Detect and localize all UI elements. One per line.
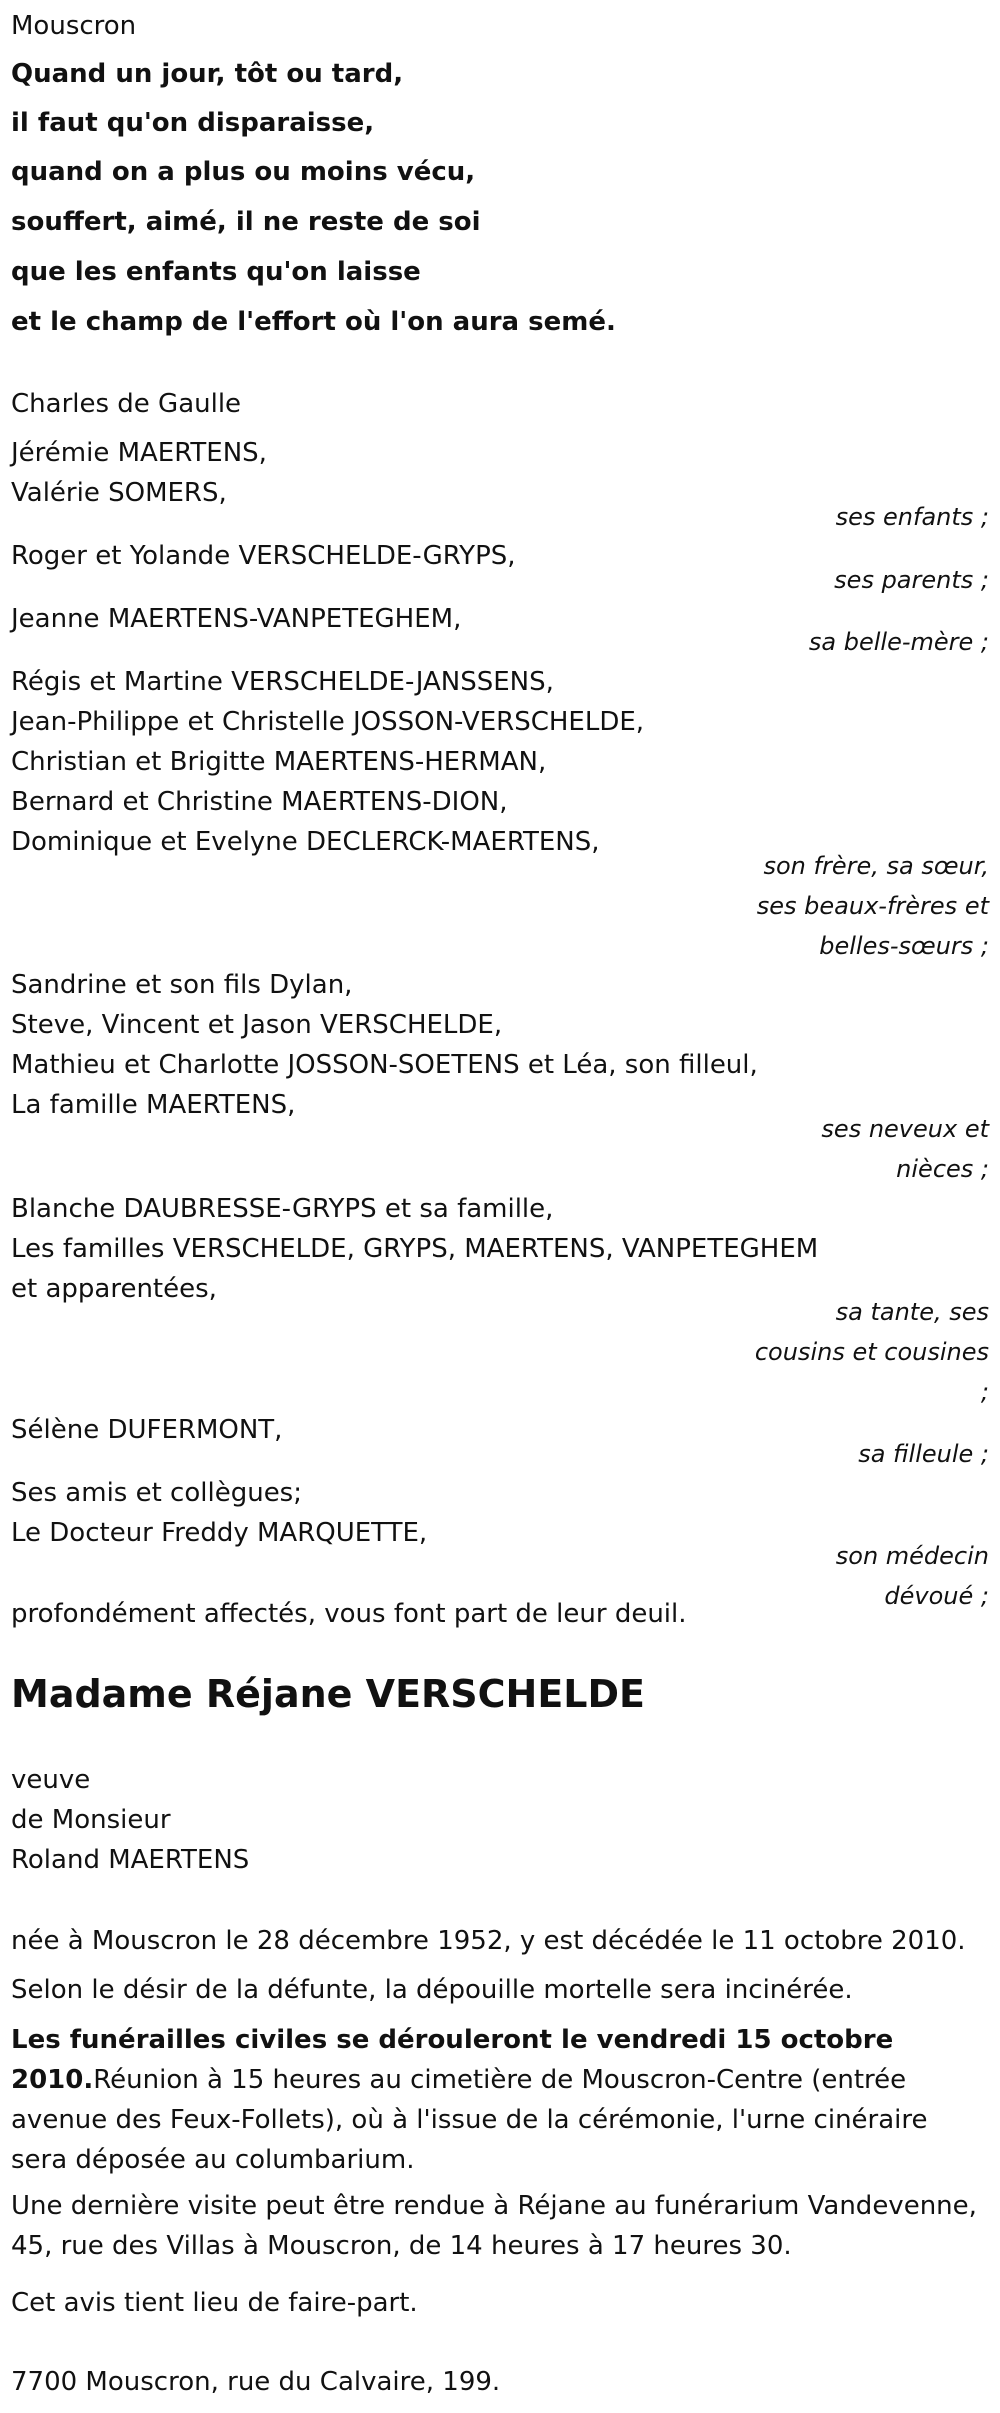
deceased-name: Madame Réjane VERSCHELDE	[11, 1672, 646, 1716]
family-member: et apparentées,	[11, 1274, 217, 1304]
poem-line: que les enfants qu'on laisse	[11, 257, 421, 287]
family-member: Sélène DUFERMONT,	[11, 1415, 283, 1445]
funeral-paragraph	[11, 2020, 991, 2180]
family-member: Steve, Vincent et Jason VERSCHELDE,	[11, 1010, 503, 1040]
family-member: Bernard et Christine MAERTENS-DION,	[11, 787, 508, 817]
poem-line: quand on a plus ou moins vécu,	[11, 157, 476, 187]
spouse-line: Roland MAERTENS	[11, 1845, 250, 1875]
family-member: Mathieu et Charlotte JOSSON-SOETENS et Léa, son filleul,	[11, 1050, 758, 1080]
birth-death: née à Mouscron le 28 décembre 1952, y est décédée le 11 octobre 2010.	[11, 1926, 966, 1956]
family-member: La famille MAERTENS,	[11, 1090, 296, 1120]
family-member: Ses amis et collègues;	[11, 1478, 302, 1508]
family-member: Blanche DAUBRESSE-GRYPS et sa famille,	[11, 1194, 554, 1224]
relation-label: nièces ;	[896, 1155, 989, 1183]
closing-line: profondément affectés, vous font part de leur deuil.	[11, 1599, 687, 1629]
family-member: Sandrine et son fils Dylan,	[11, 970, 353, 1000]
funeral-date: Les funérailles civiles se dérouleront le vendredi 15 octobre 2010.	[11, 2025, 894, 2095]
family-member: Régis et Martine VERSCHELDE-JANSSENS,	[11, 667, 554, 697]
family-member: Christian et Brigitte MAERTENS-HERMAN,	[11, 747, 547, 777]
cremation-note: Selon le désir de la défunte, la dépouille mortelle sera incinérée.	[11, 1975, 853, 2005]
poem-line: il faut qu'on disparaisse,	[11, 108, 375, 138]
relation-label: ses beaux-frères et	[756, 892, 989, 920]
relation-label: belles-sœurs ;	[819, 932, 989, 960]
poem-line: et le champ de l'effort où l'on aura semé.	[11, 307, 616, 337]
family-member: Valérie SOMERS,	[11, 478, 227, 508]
poem-line: souffert, aimé, il ne reste de soi	[11, 207, 481, 237]
poem-line: Quand un jour, tôt ou tard,	[11, 59, 404, 89]
relation-label: son médecin	[835, 1542, 989, 1570]
family-member: Jérémie MAERTENS,	[11, 438, 267, 468]
family-member: Le Docteur Freddy MARQUETTE,	[11, 1518, 428, 1548]
relation-label: cousins et cousines	[754, 1338, 989, 1366]
family-member: Jeanne MAERTENS-VANPETEGHEM,	[11, 604, 462, 634]
location: Mouscron	[11, 11, 137, 41]
spouse-line: de Monsieur	[11, 1805, 171, 1835]
relation-label: sa tante, ses	[835, 1298, 989, 1326]
relation-label: ses parents ;	[834, 566, 989, 594]
funeral-details: Réunion à 15 heures au cimetière de Mouscron-Centre (entrée avenue des Feux-Follets), où à l'issue de la cérémonie, l'urne cinéraire sera déposée au columbarium.	[11, 2065, 928, 2175]
relation-label: ;	[980, 1378, 989, 1406]
family-member: Les familles VERSCHELDE, GRYPS, MAERTENS, VANPETEGHEM	[11, 1234, 819, 1264]
spouse-line: veuve	[11, 1765, 91, 1795]
family-member: Roger et Yolande VERSCHELDE-GRYPS,	[11, 541, 516, 571]
family-member: Dominique et Evelyne DECLERCK-MAERTENS,	[11, 827, 600, 857]
relation-label: ses neveux et	[821, 1115, 989, 1143]
relation-label: sa belle-mère ;	[808, 628, 989, 656]
visit-paragraph: Une dernière visite peut être rendue à Réjane au funérarium Vandevenne, 45, rue des Villas à Mouscron, de 14 heures à 17 heures 30.	[11, 2191, 977, 2261]
family-member: Jean-Philippe et Christelle JOSSON-VERSCHELDE,	[11, 707, 645, 737]
relation-label: son frère, sa sœur,	[763, 852, 989, 880]
relation-label: dévoué ;	[884, 1582, 989, 1610]
relation-label: ses enfants ;	[835, 503, 989, 531]
relation-label: sa filleule ;	[858, 1440, 989, 1468]
notice-line: Cet avis tient lieu de faire-part.	[11, 2288, 418, 2318]
poem-author: Charles de Gaulle	[11, 389, 242, 419]
address: 7700 Mouscron, rue du Calvaire, 199.	[11, 2367, 501, 2397]
